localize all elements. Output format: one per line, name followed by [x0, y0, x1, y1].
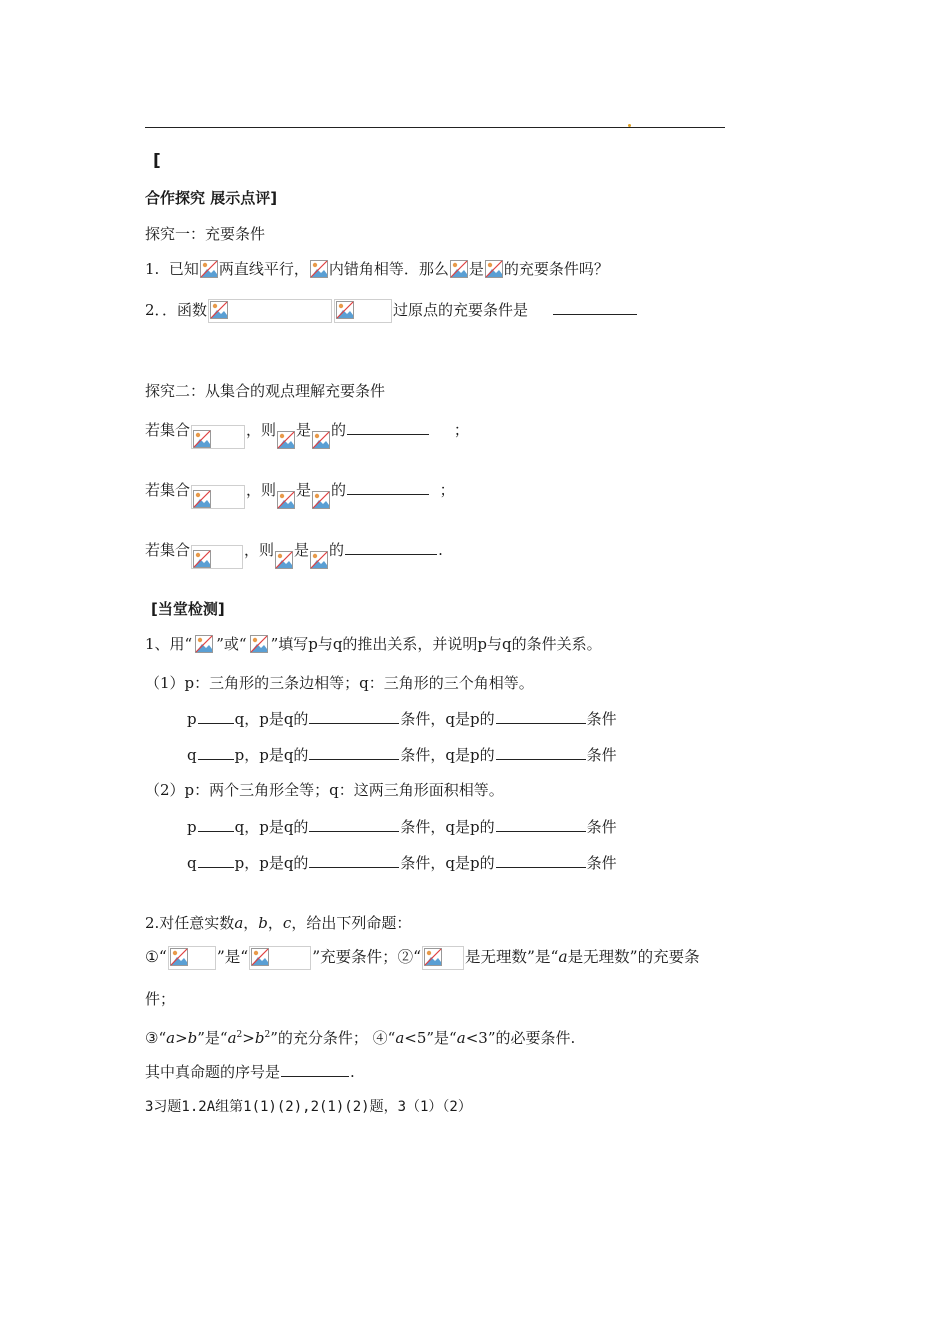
- explore1-title: 探究一：充要条件: [145, 225, 266, 243]
- image-frame: [334, 299, 392, 323]
- image-frame: [168, 946, 216, 970]
- answer-blank[interactable]: [309, 707, 399, 724]
- broken-image-icon: [336, 301, 354, 319]
- check-q1-intro: 1、用“ ”或“ ”填写p与q的推出关系，并说明p与q的条件关系。: [145, 635, 602, 653]
- answer-blank[interactable]: [347, 418, 429, 435]
- broken-image-icon: [310, 551, 328, 569]
- broken-image-icon: [248, 635, 270, 653]
- image-frame: [249, 946, 311, 970]
- check-q1-part1-line1: p q，p是q的 条件，q是p的 条件: [187, 707, 617, 730]
- homework-line: 3习题1.2A组第1(1)(2),2(1)(2)题，3（1）（2）: [145, 1099, 472, 1115]
- section-title-coop: 合作探究 展示点评]: [145, 189, 278, 207]
- broken-image-icon: [193, 635, 215, 653]
- broken-image-icon: [310, 260, 328, 278]
- open-bracket: [: [153, 151, 161, 171]
- explore2-row-3: 若集合 ，则 是 的 .: [145, 538, 443, 569]
- answer-blank[interactable]: [496, 743, 586, 760]
- broken-image-icon: [193, 430, 211, 448]
- image-frame: [191, 425, 245, 449]
- answer-blank[interactable]: [281, 1060, 349, 1077]
- check-q1-part2-line2: q p，p是q的 条件，q是p的 条件: [187, 851, 617, 874]
- explore2-row-1: 若集合 ，则 是 的 ；: [145, 418, 469, 449]
- answer-blank[interactable]: [345, 538, 437, 555]
- answer-blank[interactable]: [309, 851, 399, 868]
- answer-blank[interactable]: [496, 851, 586, 868]
- broken-image-icon: [200, 260, 218, 278]
- image-frame: [208, 299, 332, 323]
- check-q1-part1-line2: q p，p是q的 条件，q是p的 条件: [187, 743, 617, 766]
- answer-blank[interactable]: [309, 815, 399, 832]
- broken-image-icon: [450, 260, 468, 278]
- broken-image-icon: [277, 491, 295, 509]
- check-q2-answer: 其中真命题的序号是 .: [145, 1060, 355, 1083]
- image-frame: [422, 946, 464, 970]
- answer-blank[interactable]: [198, 815, 234, 832]
- image-frame: [191, 485, 245, 509]
- check-q2-statements-1: ①“ ”是“ ”充要条件；②“ 是无理数”是“a是无理数”的充要条: [145, 946, 700, 970]
- explore1-q2: 2．．函数 过原点的充要条件是: [145, 298, 638, 323]
- image-frame: [191, 545, 243, 569]
- broken-image-icon: [210, 301, 228, 319]
- broken-image-icon: [485, 260, 503, 278]
- answer-blank[interactable]: [309, 743, 399, 760]
- answer-blank[interactable]: [198, 707, 234, 724]
- explore2-row-2: 若集合 ，则 是 的 ；: [145, 478, 455, 509]
- section-title-check: [当堂检测]: [151, 600, 225, 618]
- broken-image-icon: [193, 490, 211, 508]
- broken-image-icon: [312, 431, 330, 449]
- broken-image-icon: [251, 948, 269, 966]
- broken-image-icon: [170, 948, 188, 966]
- answer-blank[interactable]: [347, 478, 429, 495]
- answer-blank[interactable]: [496, 815, 586, 832]
- check-q2-intro: 2.对任意实数a，b，c，给出下列命题：: [145, 914, 412, 932]
- broken-image-icon: [312, 491, 330, 509]
- broken-image-icon: [275, 551, 293, 569]
- check-q1-part1-label: （1）p：三角形的三条边相等；q：三角形的三个角相等。: [145, 674, 534, 692]
- check-q2-statements-1-wrap: 件；: [145, 990, 176, 1008]
- check-q1-part2-label: （2）p：两个三角形全等；q：这两三角形面积相等。: [145, 781, 504, 799]
- header-rule: [145, 127, 725, 128]
- broken-image-icon: [193, 550, 211, 568]
- broken-image-icon: [424, 948, 442, 966]
- check-q1-part2-line1: p q，p是q的 条件，q是p的 条件: [187, 815, 617, 838]
- answer-blank[interactable]: [496, 707, 586, 724]
- decorative-dot: [628, 124, 631, 127]
- answer-blank[interactable]: [198, 743, 234, 760]
- check-q2-statements-2: ③“a>b”是“$a^2>b^2$”的充分条件； ④“a<5”是“a<3”的必要条件.: [145, 1029, 576, 1047]
- answer-blank[interactable]: [198, 851, 234, 868]
- explore1-q1: 1. 已知 两直线平行， 内错角相等．那么 是 的充要条件吗？: [145, 260, 609, 278]
- explore2-title: 探究二：从集合的观点理解充要条件: [145, 382, 386, 400]
- answer-blank[interactable]: [553, 298, 637, 315]
- broken-image-icon: [277, 431, 295, 449]
